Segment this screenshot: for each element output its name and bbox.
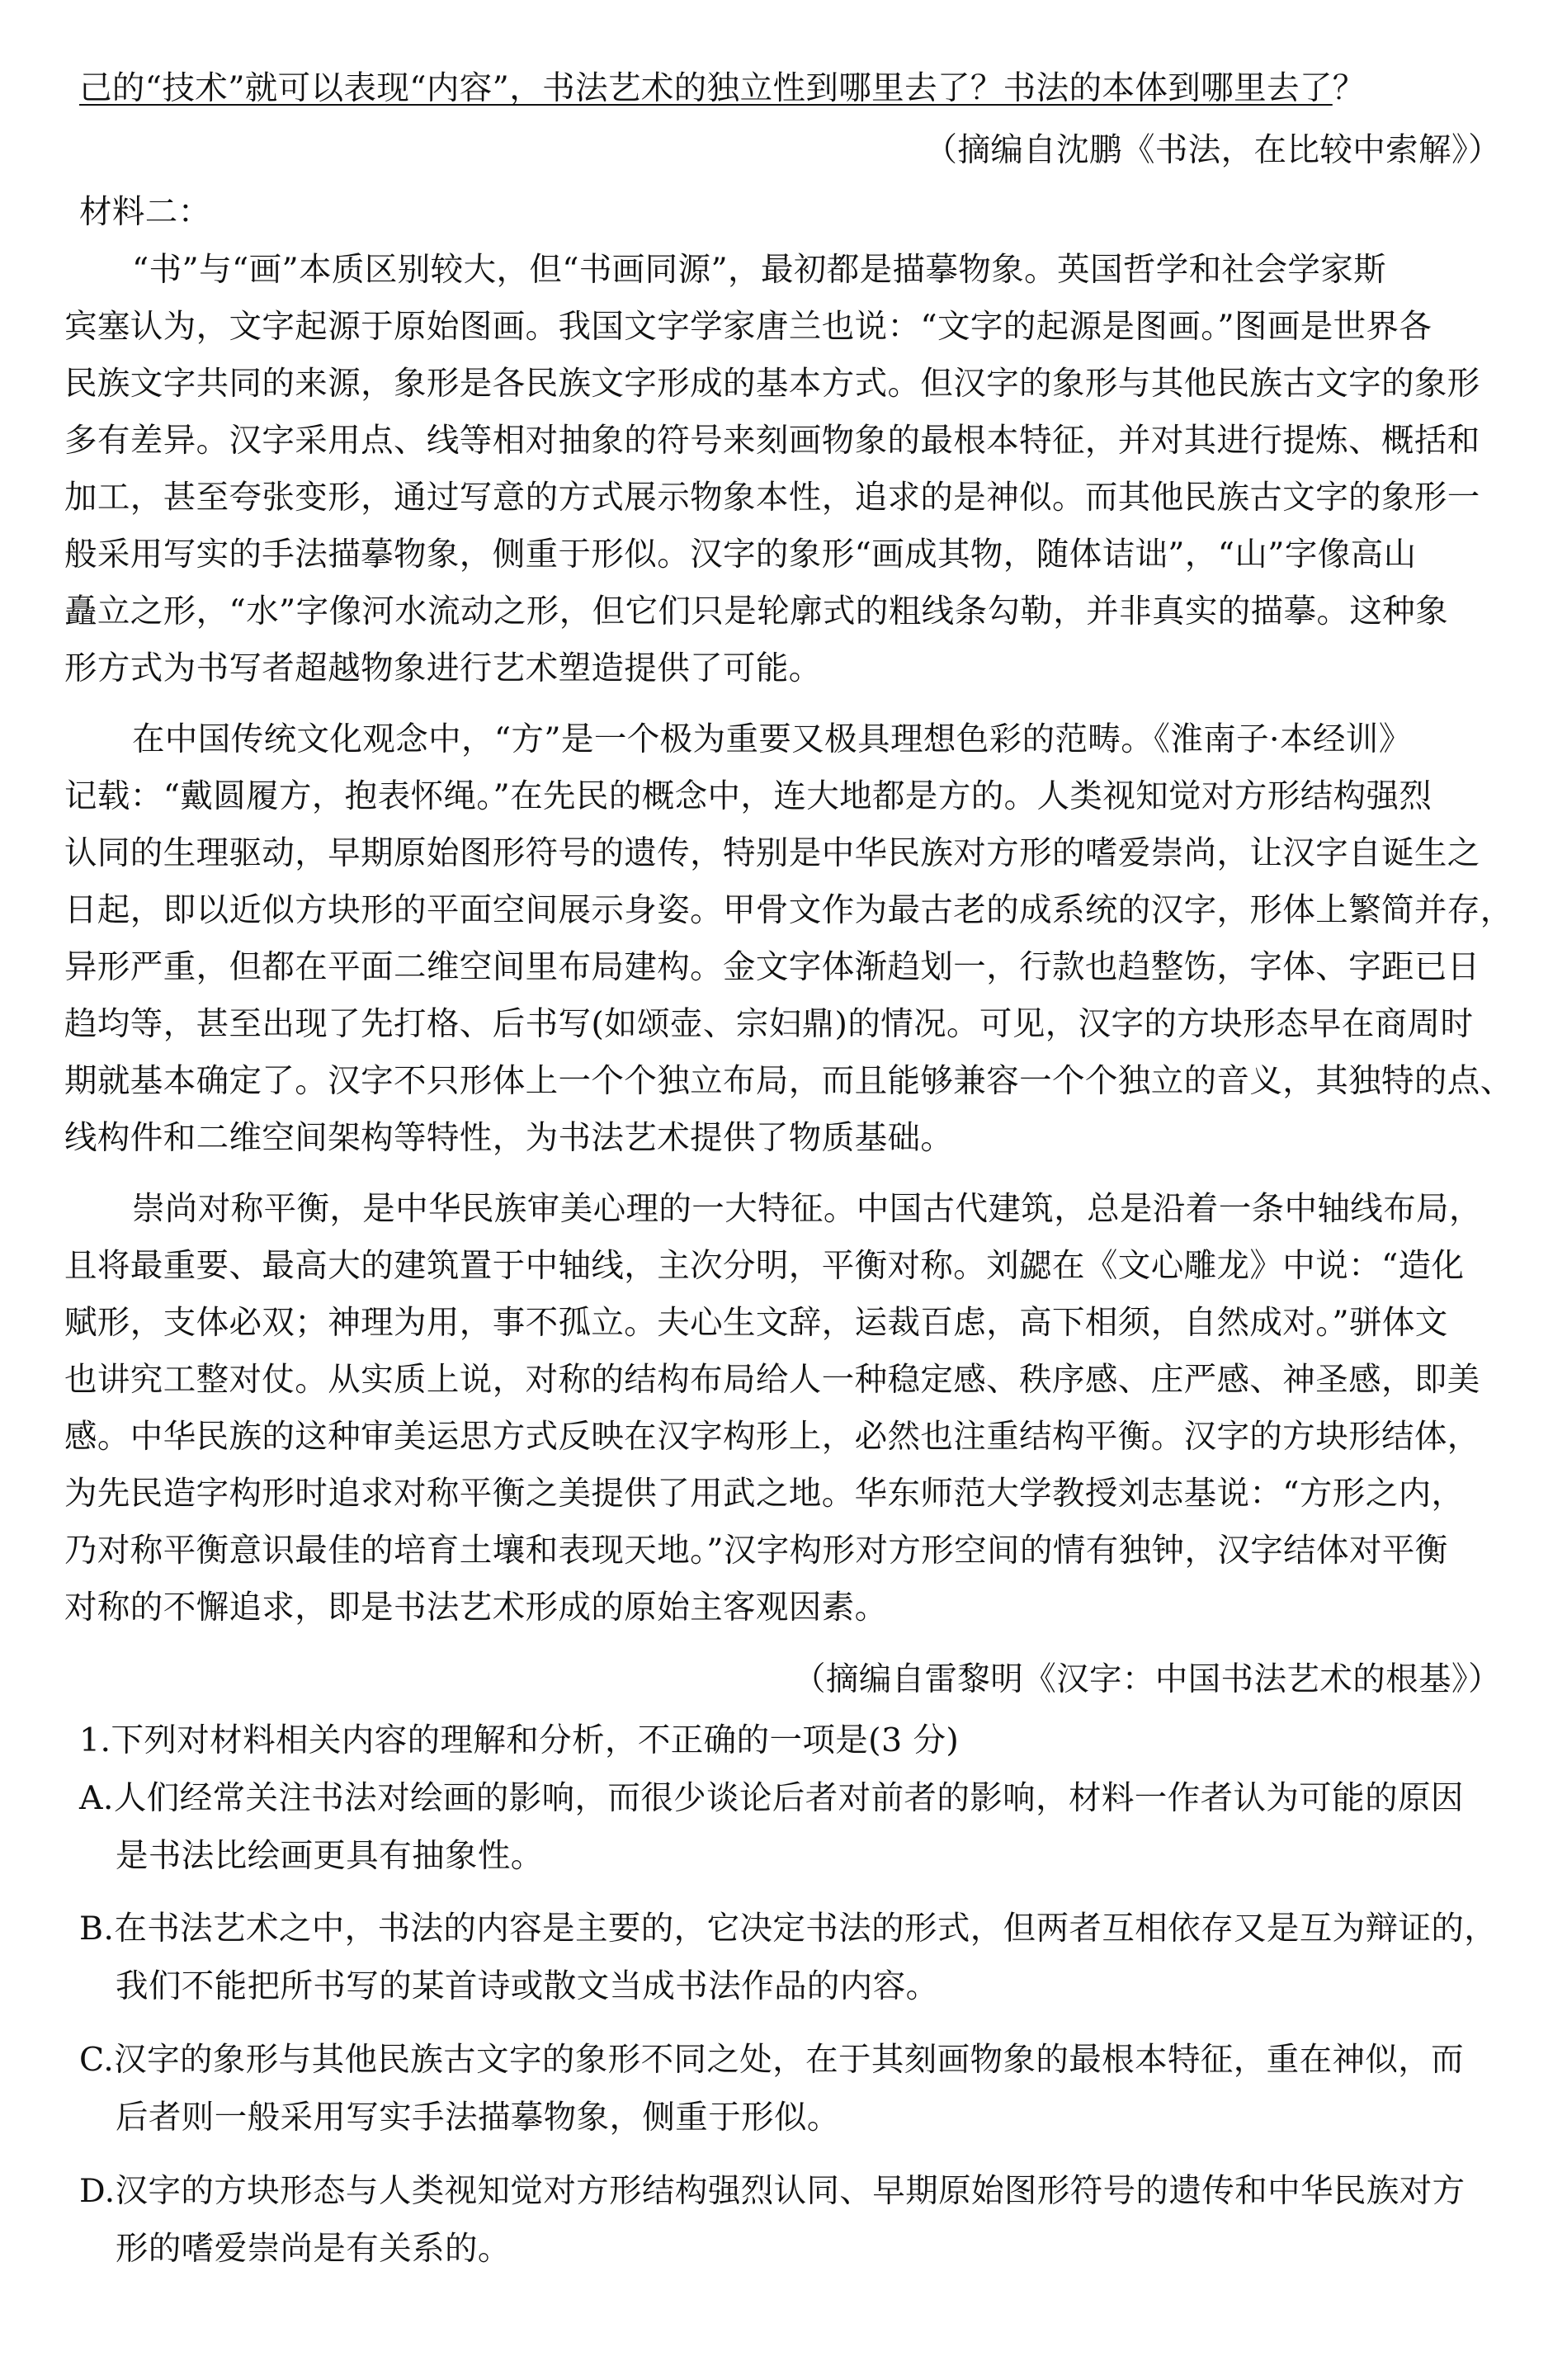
material2-heading: 材料二： (79, 193, 211, 231)
p1-line-5: 加工，甚至夸张变形，通过写意的方式展示物象本性，追求的是神似。而其他民族古文字的象形一 (64, 479, 1480, 517)
option-c-line-2: 后者则一般采用写实手法描摹物象，侧重于形似。 (116, 2099, 840, 2137)
p3-line-6: 为先民造字构形时追求对称平衡之美提供了用武之地。华东师范大学教授刘志基说：“方形之内， (64, 1475, 1465, 1513)
p3-line-7: 乃对称平衡意识最佳的培育土壤和表现天地。”汉字构形对方形空间的情有独钟，汉字结体对平衡 (64, 1532, 1448, 1570)
underlined-text: 己的“技术”就可以表现“内容”，书法艺术的独立性到哪里去了？书法的本体到哪里去了 (79, 69, 1333, 107)
option-b-line-2: 我们不能把所书写的某首诗或散文当成书法作品的内容。 (116, 1967, 939, 2005)
p1-line-7: 矗立之形，“水”字像河水流动之形，但它们只是轮廓式的粗线条勾勒，并非真实的描摹。这种象 (64, 593, 1449, 630)
p2-line-7: 期就基本确定了。汉字不只形体上一个个独立布局，而且能够兼容一个个独立的音义，其独特的点、 (64, 1062, 1513, 1100)
material1-source: （摘编自沈鹏《书法，在比较中索解》） (924, 131, 1501, 169)
option-b-line-1: B.在书法艺术之中，书法的内容是主要的，它决定书法的形式，但两者互相依存又是互为辩证的， (79, 1910, 1498, 1948)
p2-line-5: 异形严重，但都在平面二维空间里布局建构。金文字体渐趋划一，行款也趋整饬，字体、字距已日 (64, 948, 1480, 986)
p1-line-4: 多有差异。汉字采用点、线等相对抽象的符号来刻画物象的最根本特征，并对其进行提炼、概括和 (64, 422, 1480, 460)
p2-line-1: 在中国传统文化观念中，“方”是一个极为重要又极具理想色彩的范畴。《淮南子·本经训》 (132, 720, 1412, 758)
p2-line-3: 认同的生理驱动，早期原始图形符号的遗传，特别是中华民族对方形的嗜爱崇尚，让汉字自诞生之 (64, 834, 1480, 872)
p3-line-5: 感。中华民族的这种审美运思方式反映在汉字构形上，必然也注重结构平衡。汉字的方块形结体， (64, 1418, 1480, 1456)
p1-line-6: 般采用写实的手法描摹物象，侧重于形似。汉字的象形“画成其物，随体诘诎”，“山”字像高山 (64, 536, 1417, 574)
question1-stem: 1.下列对材料相关内容的理解和分析，不正确的一项是(3 分) (79, 1721, 960, 1759)
option-a-line-2: 是书法比绘画更具有抽象性。 (116, 1837, 544, 1875)
p2-line-6: 趋均等，甚至出现了先打格、后书写(如颂壶、宗妇鼎)的情况。可见，汉字的方块形态早在商周时 (64, 1005, 1474, 1043)
p1-line-2: 宾塞认为，文字起源于原始图画。我国文字学家唐兰也说：“文字的起源是图画。”图画是世界各 (64, 308, 1432, 346)
option-d-line-2: 形的嗜爱崇尚是有关系的。 (116, 2230, 511, 2268)
line-end-mark: ？ (1332, 69, 1366, 107)
p3-line-3: 赋形，支体必双；神理为用，事不孤立。夫心生文辞，运裁百虑，高下相须，自然成对。”骈体文 (64, 1304, 1448, 1342)
p2-line-4: 日起，即以近似方块形的平面空间展示身姿。甲骨文作为最古老的成系统的汉字，形体上繁简并存， (64, 891, 1513, 929)
material2-source: （摘编自雷黎明《汉字：中国书法艺术的根基》） (792, 1660, 1501, 1698)
p2-line-8: 线构件和二维空间架构等特性，为书法艺术提供了物质基础。 (64, 1119, 954, 1157)
material1-closing-line (79, 69, 1366, 107)
option-a-line-1: A.人们经常关注书法对绘画的影响，而很少谈论后者对前者的影响，材料一作者认为可能的原因 (79, 1779, 1464, 1817)
option-c-line-1: C.汉字的象形与其他民族古文字的象形不同之处，在于其刻画物象的最根本特征，重在神似，而 (79, 2041, 1465, 2079)
p1-line-1: “书”与“画”本质区别较大，但“书画同源”，最初都是描摹物象。英国哲学和社会学家斯 (132, 251, 1387, 289)
p3-line-1: 崇尚对称平衡，是中华民族审美心理的一大特征。中国古代建筑，总是沿着一条中轴线布局， (132, 1190, 1482, 1228)
p3-line-2: 且将最重要、最高大的建筑置于中轴线，主次分明，平衡对称。刘勰在《文心雕龙》中说：“造化 (64, 1247, 1465, 1285)
option-d-line-1: D.汉字的方块形态与人类视知觉对方形结构强烈认同、早期原始图形符号的遗传和中华民族对方 (79, 2172, 1466, 2210)
p2-line-2: 记载：“戴圆履方，抱表怀绳。”在先民的概念中，连大地都是方的。人类视知觉对方形结构强烈 (64, 777, 1432, 815)
p1-line-3: 民族文字共同的来源，象形是各民族文字形成的基本方式。但汉字的象形与其他民族古文字的象形 (64, 365, 1480, 403)
p3-line-8: 对称的不懈追求，即是书法艺术形成的原始主客观因素。 (64, 1589, 888, 1627)
p3-line-4: 也讲究工整对仗。从实质上说，对称的结构布局给人一种稳定感、秩序感、庄严感、神圣感，即美 (64, 1361, 1480, 1399)
p1-line-8: 形方式为书写者超越物象进行艺术塑造提供了可能。 (64, 649, 822, 687)
